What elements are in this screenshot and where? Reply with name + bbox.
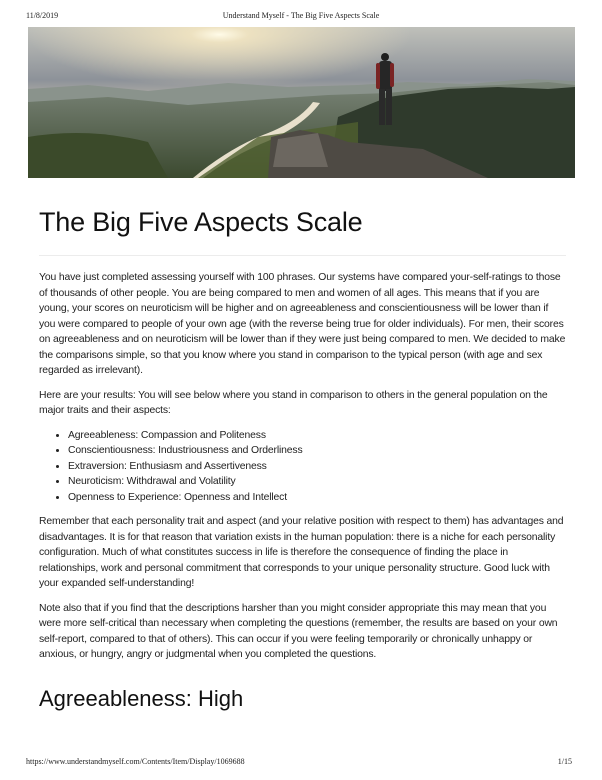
landscape-illustration — [28, 27, 575, 178]
results-intro-paragraph: Here are your results: You will see below where you stand in comparison to others in the general population on the major traits and their aspects: — [39, 389, 548, 416]
list-item: • Neuroticism: Withdrawal and Volatility — [68, 474, 567, 490]
hero-image — [28, 27, 575, 178]
note-paragraph: Note also that if you find that the descriptions harsher than you might consider appropriate this may mean that you were more self-critical than necessary when completing the questions (remember, the results are based on your own self-report, compared to that of others). This can occur if you were feeling temporarily or chronically unhappy or anxious, or hungry, angry or judgmental when you completed the questions. — [39, 602, 558, 661]
title-divider — [39, 255, 566, 256]
main-content — [39, 196, 567, 712]
print-header — [0, 0, 602, 24]
list-item: • Conscientiousness: Industriousness and Orderliness — [68, 443, 567, 459]
aspects-list — [39, 428, 567, 506]
print-date: 11/8/2019 — [26, 11, 59, 20]
intro-paragraph: You have just completed assessing yourself with 100 phrases. Our systems have compared your-self-ratings to those of thousands of other people. You are being compared to men and women of all ages. This means that if you are young, your scores on neuroticism will be higher and on agreeableness and conscientiousness will be lower than if you were compared to people of your own age (with the reverse being true for older individuals). For men, their scores on agreeableness and on neuroticism will be lower than if they were just being compared to men. We decided to make the comparisons simple, so that you know where you stand in comparison to the typical person (with age and sex regarded as irrelevant). — [39, 272, 566, 376]
print-page-title: Understand Myself - The Big Five Aspects Scale — [222, 11, 380, 20]
print-url: https://www.understandmyself.com/Contents/Item/Display/1069688 — [26, 757, 245, 766]
section-title-agreeableness: Agreeableness: High — [39, 685, 244, 711]
list-item: • Agreeableness: Compassion and Politeness — [68, 428, 567, 444]
page-number: 1/15 — [557, 757, 572, 766]
list-item: • Openness to Experience: Openness and Intellect — [68, 490, 567, 506]
list-item: • Extraversion: Enthusiasm and Assertiveness — [68, 459, 567, 475]
remember-paragraph: Remember that each personality trait and aspect (and your relative position with respect to them) has advantages and disadvantages. It is for that reason that variation exists in the human population: there is a niche for each personality configuration. Much of what constitutes success in life is therefore the consequence of finding the place in relationships, work and personal commitment that corresponds to your unique personality structure. Good luck with your expanded self-understanding! — [39, 516, 564, 590]
page-title: The Big Five Aspects Scale — [39, 207, 363, 237]
